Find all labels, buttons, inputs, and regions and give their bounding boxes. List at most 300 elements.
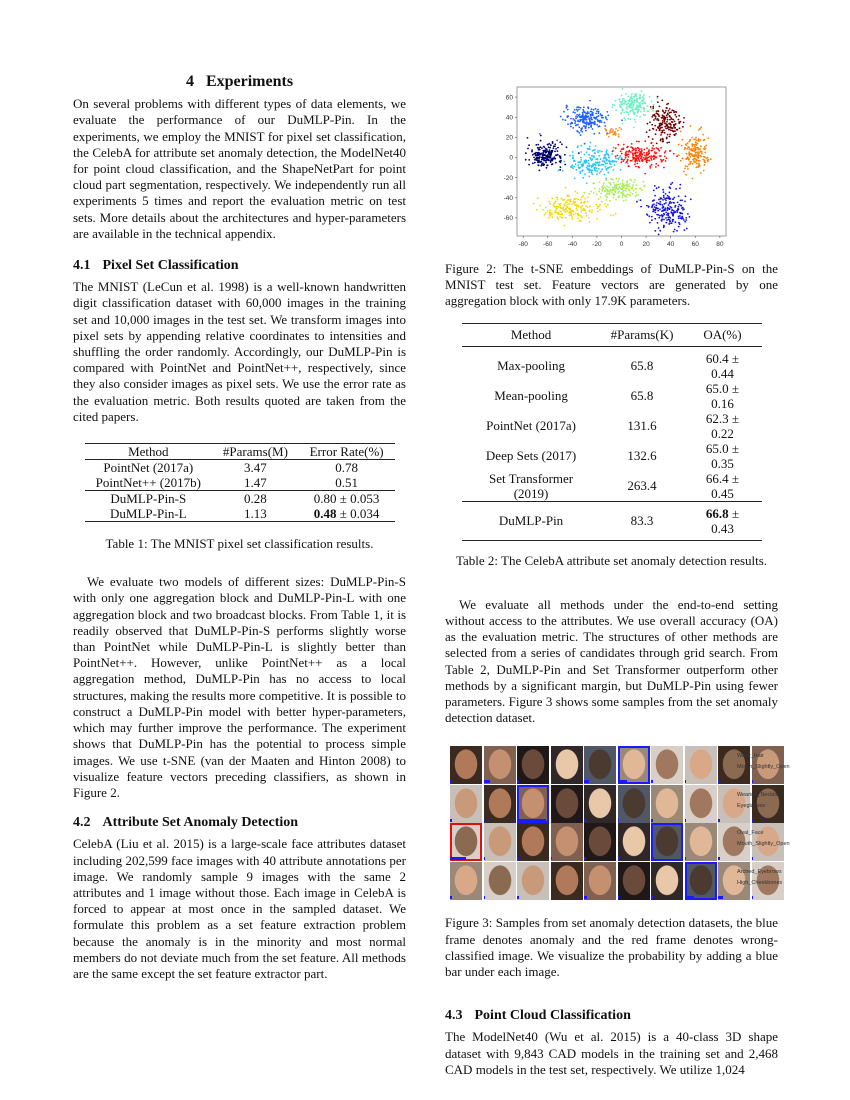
- tsne-point: [682, 126, 684, 128]
- tsne-point: [704, 146, 706, 148]
- tsne-point: [673, 110, 675, 112]
- tsne-point: [674, 114, 676, 116]
- tsne-point: [580, 145, 582, 147]
- tsne-point: [647, 123, 649, 125]
- params-cell: 0.28: [244, 491, 267, 507]
- tsne-point: [678, 204, 680, 206]
- tsne-point: [627, 184, 629, 186]
- method-cell: Set Transformer (2019): [488, 470, 574, 501]
- tsne-point: [563, 111, 565, 113]
- tsne-point: [540, 165, 542, 167]
- face-image: [551, 746, 583, 784]
- tsne-point: [660, 134, 662, 136]
- tsne-point: [651, 164, 653, 166]
- tsne-point: [650, 142, 652, 144]
- section-heading: 4 Experiments: [185, 73, 294, 90]
- tsne-point: [653, 148, 655, 150]
- score-cell: 65.0 ± 0.35: [705, 440, 740, 471]
- tsne-point: [610, 129, 612, 131]
- y-tick-label: 20: [505, 134, 513, 142]
- tsne-point: [592, 170, 594, 172]
- tsne-point: [681, 207, 683, 209]
- tsne-point: [619, 183, 621, 185]
- tsne-point: [626, 187, 628, 189]
- tsne-point: [605, 116, 607, 118]
- tsne-point: [629, 186, 631, 188]
- tsne-point: [572, 111, 574, 113]
- method-cell: DuMLP-Pin: [498, 513, 564, 529]
- tsne-point: [576, 207, 578, 209]
- tsne-point: [543, 146, 545, 148]
- tsne-point: [639, 154, 641, 156]
- tsne-point: [650, 106, 652, 108]
- tsne-point: [662, 189, 664, 191]
- tsne-point: [621, 188, 623, 190]
- tsne-point: [603, 182, 605, 184]
- tsne-point: [677, 208, 679, 210]
- tsne-point: [608, 157, 610, 159]
- tsne-point: [606, 111, 608, 113]
- tsne-point: [692, 145, 694, 147]
- tsne-point: [674, 229, 676, 231]
- tsne-point: [532, 162, 534, 164]
- attribute-label: High_Cheekbones: [737, 879, 783, 886]
- tsne-point: [579, 171, 581, 173]
- tsne-point: [580, 162, 582, 164]
- tsne-point: [667, 114, 669, 116]
- tsne-point: [636, 141, 638, 143]
- tsne-point: [541, 153, 543, 155]
- tsne-point: [572, 210, 574, 212]
- tsne-point: [627, 96, 629, 98]
- tsne-point: [600, 193, 602, 195]
- tsne-point: [657, 208, 659, 210]
- tsne-point: [608, 155, 610, 157]
- tsne-point: [658, 186, 660, 188]
- tsne-point: [537, 144, 539, 146]
- tsne-point: [540, 135, 542, 137]
- params-cell: 3.47: [244, 460, 267, 476]
- tsne-point: [587, 206, 589, 208]
- subsection-heading-4-1: 4.1 Pixel Set Classification: [73, 258, 239, 274]
- tsne-point: [655, 117, 657, 119]
- tsne-point: [606, 197, 608, 199]
- tsne-point: [621, 112, 623, 114]
- tsne-point: [660, 123, 662, 125]
- attribute-label: Arched_Eyebrows: [737, 868, 782, 875]
- tsne-point: [580, 206, 582, 208]
- tsne-point: [691, 137, 693, 139]
- tsne-point: [586, 160, 588, 162]
- tsne-point: [598, 111, 600, 113]
- tsne-point: [582, 195, 584, 197]
- tsne-point: [636, 98, 638, 100]
- tsne-point: [686, 166, 688, 168]
- tsne-point: [666, 157, 668, 159]
- tsne-point: [564, 164, 566, 166]
- probability-bar: [584, 780, 589, 783]
- tsne-point: [611, 192, 613, 194]
- tsne-point: [646, 157, 648, 159]
- tsne-point: [593, 149, 595, 151]
- tsne-point: [668, 197, 670, 199]
- tsne-point: [546, 165, 548, 167]
- tsne-point: [651, 116, 653, 118]
- tsne-point: [596, 167, 598, 169]
- tsne-point: [612, 160, 614, 162]
- tsne-point: [654, 125, 656, 127]
- tsne-point: [669, 217, 671, 219]
- tsne-point: [554, 212, 556, 214]
- tsne-point: [640, 158, 642, 160]
- tsne-point: [649, 167, 651, 169]
- tsne-point: [549, 147, 551, 149]
- tsne-point: [617, 180, 619, 182]
- tsne-point: [685, 195, 687, 197]
- tsne-point: [558, 203, 560, 205]
- tsne-point: [621, 159, 623, 161]
- tsne-point: [577, 124, 579, 126]
- tsne-point: [574, 119, 576, 121]
- tsne-point: [625, 119, 627, 121]
- tsne-point: [537, 160, 539, 162]
- probability-bar: [484, 780, 490, 783]
- tsne-point: [591, 113, 593, 115]
- tsne-point: [660, 197, 662, 199]
- models-paragraph: We evaluate two models of different sizes: DuMLP-Pin-S with only one aggregation block and DuMLP-Pin-L with one aggregation block and two broadcast blocks. From Table 1, it is readily observed that DuMLP-Pin-S performs slightly worse than PointNet while DuMLP-Pin-L is slightly better than PointNet++. However, unlike PointNet++ as a local aggregation method, DuMLP-Pin has no access to local structures, making the results more competitive. It is possible to construct a DuMLP-Pin model with better hyper-parameters, which may further improve the performance. The experiment shows that DuMLP-Pin has the potential to process simple images. We use t-SNE (van der Maaten and Hinton 2008) to visualize feature vectors preceding classifiers, as shown in Figure 2.: [73, 574, 406, 800]
- tsne-point: [695, 159, 697, 161]
- tsne-point: [616, 184, 618, 186]
- probability-bar: [718, 896, 723, 899]
- tsne-point: [625, 184, 627, 186]
- tsne-point: [678, 119, 680, 121]
- tsne-point: [677, 202, 679, 204]
- tsne-point: [658, 127, 660, 129]
- tsne-point: [671, 127, 673, 129]
- tsne-point: [651, 206, 653, 208]
- tsne-point: [656, 187, 658, 189]
- tsne-point: [552, 204, 554, 206]
- tsne-point: [630, 146, 632, 148]
- tsne-point: [560, 116, 562, 118]
- tsne-point: [644, 140, 646, 142]
- y-tick-label: 40: [505, 114, 513, 122]
- tsne-point: [648, 152, 650, 154]
- tsne-point: [539, 133, 541, 135]
- tsne-point: [609, 200, 611, 202]
- tsne-point: [532, 154, 534, 156]
- probability-bar: [450, 819, 452, 822]
- tsne-point: [609, 132, 611, 134]
- tsne-point: [665, 197, 667, 199]
- tsne-point: [571, 203, 573, 205]
- tsne-point: [572, 167, 574, 169]
- tsne-point: [562, 119, 564, 121]
- tsne-point: [580, 159, 582, 161]
- tsne-point: [613, 182, 615, 184]
- tsne-point: [651, 159, 653, 161]
- method-cell: PointNet (2017a): [103, 460, 194, 476]
- tsne-point: [573, 203, 575, 205]
- face-image: [651, 823, 683, 861]
- tsne-point: [619, 157, 621, 159]
- pixel-set-paragraph: The MNIST (LeCun et al. 1998) is a well-known handwritten digit classification dataset with 60,000 images in the training set and 10,000 images in the test set. We transform images into pixel sets by appending relative coordinates to intensities and shuffling the order randomly. Accordingly, our DuMLP-Pin is compared with PointNet and PointNet++, respectively, since they also consider images as pixel sets. We use the error rate as the evaluation metric. Both results quoted are taken from the cited papers.: [73, 279, 406, 424]
- figure-2: [445, 84, 778, 252]
- tsne-point: [658, 234, 660, 236]
- tsne-point: [565, 187, 567, 189]
- tsne-point: [647, 105, 649, 107]
- tsne-point: [599, 150, 601, 152]
- tsne-point: [666, 121, 668, 123]
- tsne-point: [612, 151, 614, 153]
- tsne-point: [669, 192, 671, 194]
- tsne-point: [685, 144, 687, 146]
- tsne-point: [587, 201, 589, 203]
- tsne-point: [683, 208, 685, 210]
- tsne-point: [586, 215, 588, 217]
- params-cell: 65.8: [630, 388, 654, 404]
- tsne-point: [643, 98, 645, 100]
- tsne-point: [621, 148, 623, 150]
- tsne-point: [672, 119, 674, 121]
- params-cell: 65.8: [630, 358, 654, 374]
- tsne-point: [580, 202, 582, 204]
- tsne-point: [622, 187, 624, 189]
- tsne-point: [587, 168, 589, 170]
- tsne-point: [597, 119, 599, 121]
- tsne-point: [563, 161, 565, 163]
- attribute-label: Eyeglasses: [737, 802, 766, 809]
- tsne-point: [612, 169, 614, 171]
- tsne-point: [697, 160, 699, 162]
- tsne-point: [589, 157, 591, 159]
- tsne-point: [557, 216, 559, 218]
- tsne-point: [696, 144, 698, 146]
- tsne-point: [553, 202, 555, 204]
- tsne-point: [651, 147, 653, 149]
- tsne-point: [678, 226, 680, 228]
- tsne-point: [559, 205, 561, 207]
- tsne-point: [539, 205, 541, 207]
- tsne-point: [665, 207, 667, 209]
- tsne-point: [684, 229, 686, 231]
- score-cell: 66.8 ± 0.43: [705, 505, 740, 536]
- tsne-point: [562, 209, 564, 211]
- tsne-point: [536, 209, 538, 211]
- tsne-point: [586, 151, 588, 153]
- tsne-point: [637, 158, 639, 160]
- tsne-point: [595, 113, 597, 115]
- tsne-point: [559, 216, 561, 218]
- tsne-point: [657, 148, 659, 150]
- x-tick-label: 0: [619, 241, 624, 248]
- tsne-point: [665, 199, 667, 201]
- tsne-point: [639, 95, 641, 97]
- tsne-point: [577, 218, 579, 220]
- tsne-point: [641, 153, 643, 155]
- tsne-point: [627, 104, 629, 106]
- tsne-point: [663, 159, 665, 161]
- tsne-point: [629, 98, 631, 100]
- tsne-point: [669, 108, 671, 110]
- probability-bar: [685, 819, 687, 822]
- tsne-point: [574, 109, 576, 111]
- tsne-point: [635, 192, 637, 194]
- tsne-point: [617, 157, 619, 159]
- table-1: Method #Params(M) Error Rate(%) PointNet (2017a) 3.47 0.78 PointNet++ (2017b) 1.47 0.51 DuMLP-Pin-S 0.28 0.80 ± 0.053 DuMLP-Pin-L 1.13 0.48 ± 0.034 Table 1: The MNIST pixel set classification results.: [73, 443, 406, 552]
- tsne-point: [662, 111, 664, 113]
- tsne-point: [625, 199, 627, 201]
- tsne-point: [572, 127, 574, 129]
- tsne-point: [548, 153, 550, 155]
- tsne-point: [606, 162, 608, 164]
- tsne-point: [580, 157, 582, 159]
- tsne-point: [657, 101, 659, 103]
- probability-bar: [484, 857, 486, 860]
- tsne-point: [528, 159, 530, 161]
- tsne-point: [573, 200, 575, 202]
- tsne-point: [615, 199, 617, 201]
- tsne-point: [619, 101, 621, 103]
- tsne-point: [598, 115, 600, 117]
- tsne-point: [663, 206, 665, 208]
- tsne-point: [576, 106, 578, 108]
- tsne-point: [538, 165, 540, 167]
- tsne-point: [597, 205, 599, 207]
- tsne-point: [580, 220, 582, 222]
- tsne-point: [678, 115, 680, 117]
- probability-bar: [651, 857, 654, 860]
- tsne-point: [598, 168, 600, 170]
- tsne-point: [535, 144, 537, 146]
- tsne-point: [577, 120, 579, 122]
- tsne-point: [667, 207, 669, 209]
- probability-bar: [752, 780, 754, 783]
- tsne-point: [704, 161, 706, 163]
- tsne-point: [627, 118, 629, 120]
- tsne-point: [581, 127, 583, 129]
- tsne-point: [587, 148, 589, 150]
- tsne-point: [566, 210, 568, 212]
- tsne-point: [655, 166, 657, 168]
- tsne-point: [577, 164, 579, 166]
- tsne-point: [604, 203, 606, 205]
- tsne-point: [619, 127, 621, 129]
- tsne-point: [586, 119, 588, 121]
- tsne-point: [582, 112, 584, 114]
- tsne-point: [631, 143, 633, 145]
- tsne-point: [578, 109, 580, 111]
- tsne-point: [644, 114, 646, 116]
- probability-bar: [618, 780, 628, 783]
- tsne-point: [588, 160, 590, 162]
- table-row: [462, 471, 762, 502]
- tsne-point: [659, 230, 661, 232]
- tsne-point: [651, 100, 653, 102]
- score-cell: 0.80 ± 0.053: [313, 491, 380, 507]
- tsne-point: [528, 144, 530, 146]
- tsne-point: [548, 201, 550, 203]
- tsne-point: [582, 209, 584, 211]
- tsne-point: [527, 137, 529, 139]
- probability-bar: [450, 780, 452, 783]
- tsne-point: [589, 100, 591, 102]
- tsne-point: [625, 155, 627, 157]
- tsne-point: [623, 117, 625, 119]
- tsne-point: [673, 112, 675, 114]
- tsne-point: [539, 160, 541, 162]
- tsne-point: [618, 184, 620, 186]
- tsne-point: [606, 134, 608, 136]
- tsne-point: [611, 189, 613, 191]
- table-2-caption: Table 2: The CelebA attribute set anomaly detection results.: [455, 552, 768, 568]
- tsne-point: [628, 114, 630, 116]
- tsne-point: [662, 117, 664, 119]
- tsne-point: [582, 164, 584, 166]
- tsne-point: [628, 151, 630, 153]
- tsne-point: [632, 187, 634, 189]
- tsne-point: [575, 125, 577, 127]
- score-cell: 0.51: [335, 475, 358, 491]
- tsne-point: [614, 164, 616, 166]
- tsne-point: [573, 160, 575, 162]
- tsne-point: [572, 151, 574, 153]
- tsne-point: [600, 113, 602, 115]
- tsne-point: [583, 192, 585, 194]
- probability-bar: [718, 857, 720, 860]
- tsne-point: [656, 98, 658, 100]
- tsne-point: [648, 215, 650, 217]
- tsne-point: [632, 100, 634, 102]
- tsne-point: [575, 163, 577, 165]
- tsne-point: [653, 208, 655, 210]
- subsection-heading-4-3: 4.3 Point Cloud Classification: [445, 1008, 631, 1024]
- tsne-point: [615, 133, 617, 135]
- tsne-point: [610, 215, 612, 217]
- tsne-point: [692, 178, 694, 180]
- tsne-point: [710, 158, 712, 160]
- method-cell: PointNet (2017a): [486, 418, 576, 434]
- tsne-point: [699, 151, 701, 153]
- tsne-point: [694, 139, 696, 141]
- tsne-point: [690, 149, 692, 151]
- tsne-point: [589, 210, 591, 212]
- tsne-point: [623, 184, 625, 186]
- tsne-point: [545, 207, 547, 209]
- tsne-point: [580, 107, 582, 109]
- tsne-point: [555, 210, 557, 212]
- tsne-point: [665, 150, 667, 152]
- tsne-point: [563, 204, 565, 206]
- face-image: [618, 785, 650, 823]
- tsne-point: [663, 167, 665, 169]
- tsne-point: [607, 204, 609, 206]
- tsne-point: [640, 111, 642, 113]
- tsne-point: [560, 207, 562, 209]
- tsne-point: [688, 148, 690, 150]
- tsne-point: [598, 164, 600, 166]
- tsne-point: [561, 143, 563, 145]
- tsne-point: [617, 130, 619, 132]
- probability-bar: [618, 857, 621, 860]
- tsne-point: [684, 168, 686, 170]
- tsne-point: [653, 190, 655, 192]
- tsne-point: [638, 105, 640, 107]
- tsne-point: [613, 133, 615, 135]
- tsne-point: [605, 166, 607, 168]
- tsne-point: [584, 198, 586, 200]
- tsne-point: [597, 152, 599, 154]
